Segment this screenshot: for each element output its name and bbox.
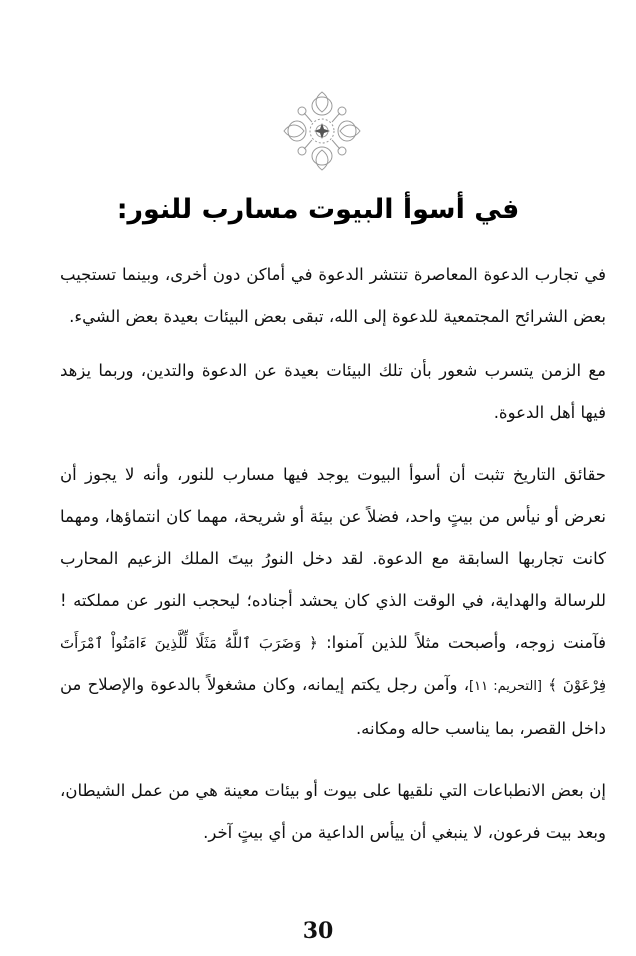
body-text [60, 254, 606, 854]
paragraph-text: ، وآمن رجل يكتم إيمانه، وكان مشغولاً بالدعوة والإصلاح من داخل القصر، بما يناسب حاله ومكانه. [60, 675, 606, 738]
paragraph-text: حقائق التاريخ تثبت أن أسوأ البيوت يوجد فيها مسارب للنور، وأنه لا يجوز أن نعرض أو نيأس من بيتٍ واحد، فضلاً عن بيئة أو شريحة، مهما كان انتماؤها، ومهما كانت تجاربها السابقة مع الدعوة. لقد دخل النورُ بيتَ الملك الزعيم المحارب للرسالة والهداية، في الوقت الذي كان يحشد أجناده؛ ليحجب النور عن مملكته ! فآمنت زوجه، وأصبحت مثلاً للذين آمنوا: [60, 465, 607, 652]
paragraph [60, 454, 606, 750]
section-heading: في أسوأ البيوت مسارب للنور: [116, 194, 520, 225]
paragraph: في تجارب الدعوة المعاصرة تنتشر الدعوة في أماكن دون أخرى، وبينما تستجيب بعض الشرائح المجتمعية للدعوة إلى الله، تبقى بعض البيئات بعيدة بعض الشيء. [60, 265, 606, 326]
paragraph: إن بعض الانطباعات التي نلقيها على بيوت أو بيئات معينة هي من عمل الشيطان، وبعد بيت فرعون، لا ينبغي أن ييأس الداعية من أي بيتٍ آخر. [60, 781, 606, 842]
verse-reference: [التحريم: ١١] [469, 679, 543, 694]
floral-ornament-icon [280, 84, 364, 178]
paragraph: مع الزمن يتسرب شعور بأن تلك البيئات بعيدة عن الدعوة والتدين، وربما يزهد فيها أهل الدعوة. [60, 361, 606, 422]
quran-verse: ﴿ وَضَرَبَ ٱللَّهُ مَثَلًا لِّلَّذِينَ ءَامَنُواْ ٱمْرَأَتَ فِرْعَوْنَ ﴾ [60, 634, 607, 694]
page-number: 30 [302, 918, 334, 944]
